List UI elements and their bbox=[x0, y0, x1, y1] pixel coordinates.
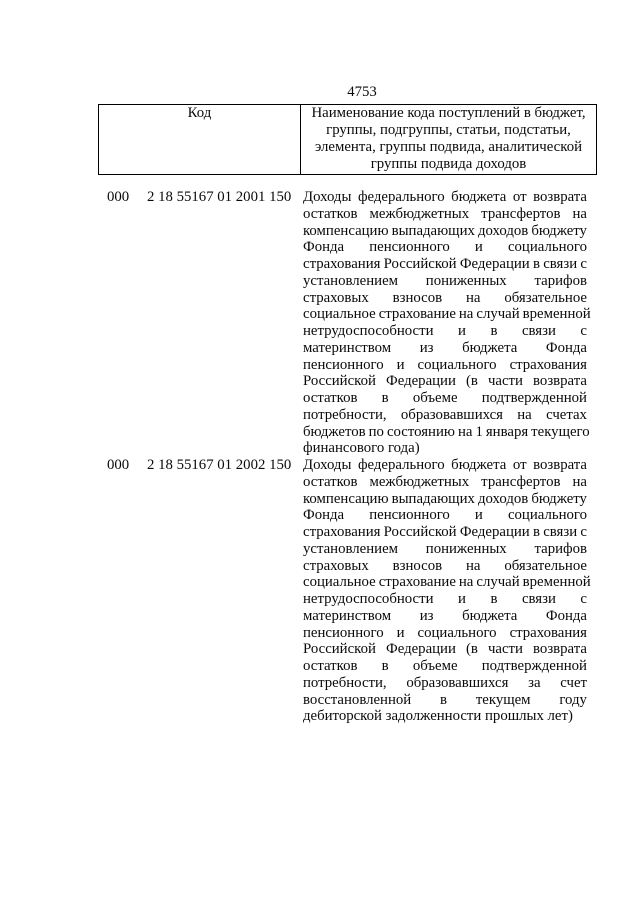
word: января bbox=[485, 423, 529, 440]
income-code: 2 18 55167 01 2002 150 bbox=[147, 457, 292, 473]
word: связи bbox=[543, 256, 578, 272]
description-line bbox=[303, 390, 587, 407]
word: Федерации bbox=[459, 524, 530, 540]
word: бюджету bbox=[531, 222, 587, 239]
description-line bbox=[303, 474, 587, 491]
word: (в bbox=[465, 641, 478, 658]
word: восстановленной bbox=[303, 691, 412, 708]
word: пенсионного bbox=[369, 239, 450, 256]
word: социального bbox=[507, 239, 587, 256]
word: от bbox=[512, 457, 527, 473]
admin-code: 000 bbox=[107, 457, 130, 473]
word: пониженных bbox=[425, 272, 507, 289]
word: текущего bbox=[531, 423, 590, 440]
word: Российской bbox=[303, 373, 376, 390]
word: и bbox=[458, 591, 466, 607]
word: с bbox=[580, 591, 587, 607]
word: Фонда bbox=[545, 339, 587, 356]
word: взносов bbox=[392, 557, 443, 574]
word: случай bbox=[476, 574, 520, 591]
word: по bbox=[368, 423, 384, 440]
word: остатков bbox=[303, 473, 358, 490]
word: на bbox=[572, 205, 587, 222]
word: выпадающих bbox=[391, 222, 475, 239]
word: на bbox=[457, 423, 473, 440]
description-line: дебиторской задолженности прошлых лет) bbox=[303, 708, 573, 725]
word: страховых bbox=[303, 557, 369, 574]
word: состоянию bbox=[386, 423, 455, 440]
description-line bbox=[303, 591, 587, 608]
description-line bbox=[303, 373, 587, 390]
word: пенсионного bbox=[369, 507, 450, 524]
word: бюджета bbox=[462, 607, 518, 624]
word: в bbox=[532, 524, 540, 540]
word: компенсацию bbox=[303, 490, 389, 507]
word: компенсацию bbox=[303, 222, 389, 239]
description-line bbox=[303, 256, 587, 273]
word: счетах bbox=[546, 406, 587, 423]
header-name-line: группы подвида доходов bbox=[370, 156, 527, 172]
word: обязательное bbox=[504, 557, 587, 574]
word: возврата bbox=[533, 373, 587, 390]
word: связи bbox=[521, 323, 556, 339]
word: случай bbox=[476, 306, 520, 323]
header-name-cell bbox=[301, 105, 596, 173]
description-line bbox=[303, 223, 587, 240]
word: на bbox=[458, 306, 474, 323]
word: подтвержденной bbox=[481, 390, 587, 406]
word: обязательное bbox=[504, 289, 587, 306]
word: из bbox=[419, 607, 434, 624]
description-line: финансового года) bbox=[303, 440, 420, 457]
word: счет bbox=[560, 674, 587, 691]
word: социального bbox=[507, 507, 587, 524]
word: и bbox=[474, 507, 483, 524]
word: Федерации bbox=[386, 373, 456, 390]
word: Фонда bbox=[545, 607, 587, 624]
word: социальное bbox=[303, 574, 376, 591]
word: материнством bbox=[303, 607, 392, 624]
description-line bbox=[303, 491, 587, 508]
word: временной bbox=[522, 574, 591, 591]
word: Доходы bbox=[303, 457, 352, 473]
word: связи bbox=[543, 524, 578, 540]
word: материнством bbox=[303, 339, 392, 356]
word: с bbox=[580, 256, 587, 272]
word: межбюджетных bbox=[369, 473, 470, 490]
word: в bbox=[490, 591, 498, 607]
word: страхование bbox=[378, 574, 456, 591]
word: в bbox=[490, 323, 498, 339]
word: потребности, bbox=[303, 674, 387, 691]
word: страховых bbox=[303, 289, 369, 306]
word: пониженных bbox=[425, 540, 507, 557]
word: в bbox=[381, 658, 389, 674]
word: на bbox=[517, 406, 532, 423]
description-line bbox=[303, 507, 587, 524]
word: за bbox=[528, 674, 541, 691]
description-line bbox=[303, 290, 587, 307]
description-line bbox=[303, 524, 587, 541]
word: Российской bbox=[303, 641, 376, 658]
word: возврата bbox=[533, 457, 587, 473]
word: тарифов bbox=[534, 272, 587, 289]
word: бюджету bbox=[531, 490, 587, 507]
word: от bbox=[512, 189, 527, 205]
word: году bbox=[559, 691, 587, 708]
description-line bbox=[303, 692, 587, 709]
income-description bbox=[303, 189, 591, 457]
word: и bbox=[396, 356, 405, 373]
word: связи bbox=[521, 591, 556, 607]
word: остатков bbox=[303, 658, 358, 674]
description-line bbox=[303, 206, 587, 223]
word: подтвержденной bbox=[481, 658, 587, 674]
word: части bbox=[487, 641, 523, 658]
page-number: 4753 bbox=[347, 84, 377, 100]
word: образовавшихся bbox=[406, 674, 509, 691]
income-description bbox=[303, 457, 591, 725]
word: с bbox=[580, 323, 587, 339]
word: возврата bbox=[533, 189, 587, 205]
word: и bbox=[474, 239, 483, 256]
description-line bbox=[303, 189, 587, 206]
word: объеме bbox=[412, 390, 458, 406]
word: Фонда bbox=[303, 239, 345, 256]
word: нетрудоспособности bbox=[303, 591, 434, 607]
word: страхование bbox=[378, 306, 456, 323]
word: трансфертов bbox=[481, 205, 561, 222]
description-line bbox=[303, 273, 587, 290]
word: в bbox=[440, 691, 448, 708]
word: Доходы bbox=[303, 189, 352, 205]
word: объеме bbox=[412, 658, 458, 674]
word: на bbox=[572, 473, 587, 490]
header-name-line: элемента, группы подвида, аналитической bbox=[314, 139, 583, 155]
word: социальное bbox=[303, 306, 376, 323]
word: бюджета bbox=[451, 457, 507, 473]
word: на bbox=[465, 557, 481, 574]
description-line bbox=[303, 340, 587, 357]
income-code: 2 18 55167 01 2001 150 bbox=[147, 189, 292, 205]
word: страхования bbox=[509, 356, 587, 373]
word: Фонда bbox=[303, 507, 345, 524]
word: взносов bbox=[392, 289, 443, 306]
description-line bbox=[303, 457, 587, 474]
description-line bbox=[303, 323, 587, 340]
word: пенсионного bbox=[303, 624, 384, 641]
word: социального bbox=[417, 356, 497, 373]
table-header bbox=[98, 104, 597, 175]
word: на bbox=[458, 574, 474, 591]
word: бюджетов bbox=[303, 423, 366, 440]
word: выпадающих bbox=[391, 490, 475, 507]
word: текущем bbox=[475, 691, 531, 708]
word: установлением bbox=[303, 540, 399, 557]
word: установлением bbox=[303, 272, 399, 289]
word: временной bbox=[522, 306, 591, 323]
word: Федерации bbox=[386, 641, 456, 658]
word: бюджета bbox=[451, 189, 507, 205]
description-line bbox=[303, 306, 591, 323]
word: в bbox=[381, 390, 389, 406]
word: (в bbox=[465, 373, 478, 390]
word: части bbox=[487, 373, 523, 390]
description-line bbox=[303, 423, 590, 441]
admin-code: 000 bbox=[107, 189, 130, 205]
word: остатков bbox=[303, 205, 358, 222]
word: и bbox=[458, 323, 466, 339]
description-line bbox=[303, 574, 591, 591]
word: пенсионного bbox=[303, 356, 384, 373]
description-line bbox=[303, 558, 587, 575]
table-row bbox=[0, 189, 640, 457]
word: в bbox=[532, 256, 540, 272]
word: возврата bbox=[533, 641, 587, 658]
word: Российской bbox=[383, 256, 457, 272]
word: трансфертов bbox=[481, 473, 561, 490]
word: 1 bbox=[475, 423, 483, 440]
word: Российской bbox=[383, 524, 457, 540]
description-line bbox=[303, 675, 587, 692]
header-name-line: Наименование кода поступлений в бюджет, bbox=[311, 105, 586, 121]
description-line bbox=[303, 239, 587, 256]
word: бюджета bbox=[462, 339, 518, 356]
description-line bbox=[303, 608, 587, 625]
word: остатков bbox=[303, 390, 358, 406]
word: нетрудоспособности bbox=[303, 323, 434, 339]
word: доходов bbox=[477, 490, 529, 507]
table-body bbox=[0, 189, 640, 725]
word: страхования bbox=[509, 624, 587, 641]
word: на bbox=[465, 289, 481, 306]
word: доходов bbox=[477, 222, 529, 239]
header-code-label: Код bbox=[187, 105, 212, 121]
word: и bbox=[396, 624, 405, 641]
word: страхования bbox=[303, 256, 381, 272]
header-code-cell bbox=[99, 105, 301, 174]
word: страхования bbox=[303, 524, 381, 540]
description-line bbox=[303, 625, 587, 642]
word: образовавшихся bbox=[400, 406, 503, 423]
table-row bbox=[0, 457, 640, 725]
description-line bbox=[303, 357, 587, 374]
word: федерального bbox=[357, 189, 445, 205]
description-line bbox=[303, 658, 587, 675]
word: с bbox=[580, 524, 587, 540]
word: межбюджетных bbox=[369, 205, 470, 222]
word: социального bbox=[417, 624, 497, 641]
word: тарифов bbox=[534, 540, 587, 557]
word: Федерации bbox=[459, 256, 530, 272]
header-name-line: группы, подгруппы, статьи, подстатьи, bbox=[326, 122, 571, 138]
word: из bbox=[419, 339, 434, 356]
word: федерального bbox=[357, 457, 445, 473]
description-line bbox=[303, 407, 587, 424]
description-line bbox=[303, 641, 587, 658]
description-line bbox=[303, 541, 587, 558]
word: потребности, bbox=[303, 406, 387, 423]
